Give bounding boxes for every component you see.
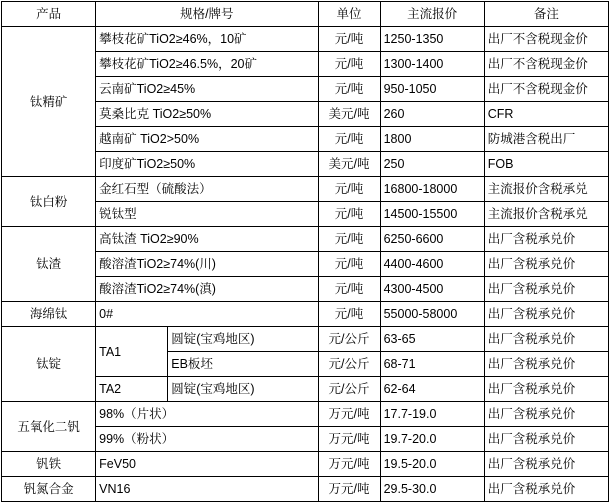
spec-cell: 0# [96,302,318,327]
form-cell: EB板坯 [168,352,318,377]
category-cell: 钛白粉 [2,177,96,227]
unit-cell: 元/公斤 [318,327,380,352]
price-cell: 250 [380,152,484,177]
column-header-unit: 单位 [318,2,380,27]
category-cell: 钛渣 [2,227,96,302]
note-cell: 防城港含税出厂 [484,127,608,152]
note-cell: 出厂含税承兑价 [484,427,608,452]
price-cell: 4400-4600 [380,252,484,277]
column-header-price: 主流报价 [380,2,484,27]
spec-cell: 攀枝花矿TiO2≥46%，10矿 [96,27,318,52]
unit-cell: 元/吨 [318,302,380,327]
note-cell: 主流报价含税承兑 [484,177,608,202]
price-cell: 1300-1400 [380,52,484,77]
note-cell: 出厂含税承兑价 [484,452,608,477]
column-header-product: 产品 [2,2,96,27]
spec-cell: 攀枝花矿TiO2≥46.5%，20矿 [96,52,318,77]
table-body [2,27,609,502]
note-cell: 出厂含税承兑价 [484,302,608,327]
price-cell: 1800 [380,127,484,152]
price-cell: 19.7-20.0 [380,427,484,452]
spec-cell: 酸溶渣TiO2≥74%(滇) [96,277,318,302]
unit-cell: 元/吨 [318,52,380,77]
price-cell: 1250-1350 [380,27,484,52]
table-row [2,402,609,427]
spec-cell: 莫桑比克 TiO2≥50% [96,102,318,127]
price-cell: 950-1050 [380,77,484,102]
note-cell: 出厂不含税现金价 [484,77,608,102]
category-cell: 钛精矿 [2,27,96,177]
table-row [2,177,609,202]
price-cell: 62-64 [380,377,484,402]
note-cell: 出厂含税承兑价 [484,477,608,502]
table-row [2,27,609,52]
price-cell: 63-65 [380,327,484,352]
price-cell: 68-71 [380,352,484,377]
note-cell: 出厂含税承兑价 [484,352,608,377]
spec-cell: 高钛渣 TiO2≥90% [96,227,318,252]
note-cell: 出厂含税承兑价 [484,402,608,427]
table-header-row [2,2,609,27]
unit-cell: 万元/吨 [318,452,380,477]
price-cell: 14500-15500 [380,202,484,227]
unit-cell: 元/公斤 [318,352,380,377]
price-cell: 260 [380,102,484,127]
spec-cell: FeV50 [96,452,318,477]
note-cell: CFR [484,102,608,127]
category-cell: 海绵钛 [2,302,96,327]
category-cell: 钒氮合金 [2,477,96,502]
unit-cell: 元/吨 [318,202,380,227]
note-cell: 主流报价含税承兑 [484,202,608,227]
price-cell: 4300-4500 [380,277,484,302]
category-cell: 钛锭 [2,327,96,402]
spec-cell: VN16 [96,477,318,502]
unit-cell: 元/吨 [318,252,380,277]
column-header-note: 备注 [484,2,608,27]
spec-cell: 越南矿 TiO2>50% [96,127,318,152]
spec-cell: 99%（粉状） [96,427,318,452]
unit-cell: 元/吨 [318,227,380,252]
table-row [2,477,609,502]
price-cell: 16800-18000 [380,177,484,202]
price-table [1,1,609,502]
table-row [2,327,609,352]
form-cell: 圆锭(宝鸡地区) [168,377,318,402]
spec-cell: 锐钛型 [96,202,318,227]
unit-cell: 万元/吨 [318,402,380,427]
category-cell: 钒铁 [2,452,96,477]
column-header-spec: 规格/牌号 [96,2,318,27]
unit-cell: 元/公斤 [318,377,380,402]
form-cell: 圆锭(宝鸡地区) [168,327,318,352]
note-cell: 出厂不含税现金价 [484,52,608,77]
unit-cell: 美元/吨 [318,102,380,127]
unit-cell: 万元/吨 [318,477,380,502]
spec-cell: 98%（片状） [96,402,318,427]
table-row [2,227,609,252]
spec-cell: 酸溶渣TiO2≥74%(川) [96,252,318,277]
table-row [2,302,609,327]
note-cell: 出厂含税承兑价 [484,377,608,402]
price-cell: 55000-58000 [380,302,484,327]
note-cell: FOB [484,152,608,177]
note-cell: 出厂含税承兑价 [484,227,608,252]
unit-cell: 元/吨 [318,77,380,102]
spec-cell: 云南矿TiO2≥45% [96,77,318,102]
note-cell: 出厂含税承兑价 [484,277,608,302]
unit-cell: 元/吨 [318,27,380,52]
unit-cell: 元/吨 [318,277,380,302]
grade-cell: TA1 [96,327,168,377]
unit-cell: 美元/吨 [318,152,380,177]
table-row [2,452,609,477]
spec-cell: 金红石型（硫酸法） [96,177,318,202]
spec-cell: 印度矿TiO2≥50% [96,152,318,177]
note-cell: 出厂不含税现金价 [484,27,608,52]
price-cell: 17.7-19.0 [380,402,484,427]
note-cell: 出厂含税承兑价 [484,327,608,352]
price-cell: 19.5-20.0 [380,452,484,477]
note-cell: 出厂含税承兑价 [484,252,608,277]
unit-cell: 万元/吨 [318,427,380,452]
price-cell: 6250-6600 [380,227,484,252]
category-cell: 五氧化二钒 [2,402,96,452]
unit-cell: 元/吨 [318,177,380,202]
price-cell: 29.5-30.0 [380,477,484,502]
unit-cell: 元/吨 [318,127,380,152]
grade-cell: TA2 [96,377,168,402]
